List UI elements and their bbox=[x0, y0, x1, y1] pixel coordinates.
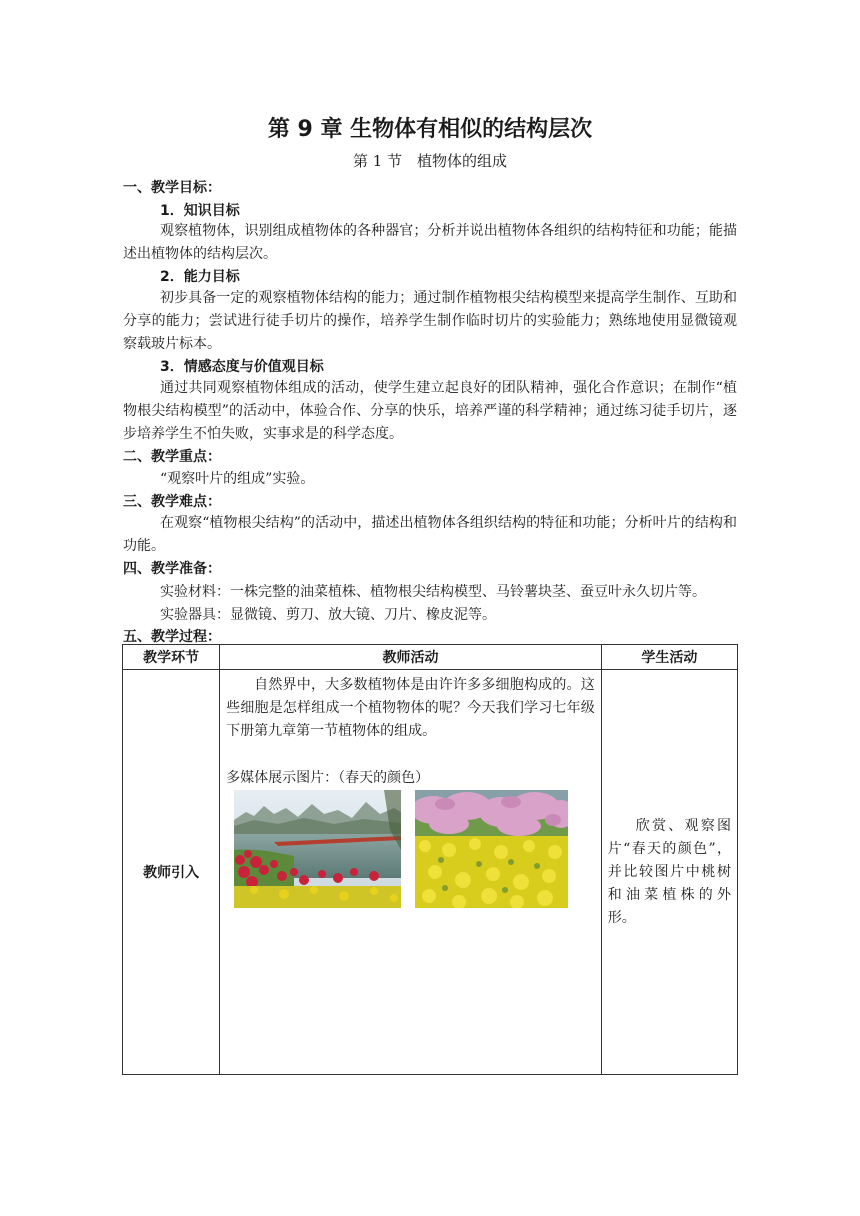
teacher-intro-text: 自然界中，大多数植物体是由许许多多细胞构成的。这些细胞是怎样组成一个植物物体的呢？今天我们学习七年级下册第九章第一节植物体的组成。 bbox=[226, 677, 595, 739]
prep-materials: 实验材料：一株完整的油菜植株、植物根尖结构模型、马铃薯块茎、蚕豆叶永久切片等。 bbox=[160, 584, 706, 600]
header-stage: 教学环节 bbox=[123, 645, 220, 670]
chapter-title: 第 9 章 生物体有相似的结构层次 bbox=[267, 117, 593, 142]
student-activity-cell bbox=[601, 670, 737, 1075]
ability-heading: 2．能力目标 bbox=[160, 269, 240, 285]
spring-lake-image bbox=[234, 790, 401, 908]
peach-rapeseed-image bbox=[415, 790, 568, 908]
emotion-text: 通过共同观察植物体组成的活动，使学生建立起良好的团队精神，强化合作意识；在制作“植物根尖结构模型”的活动中，体验合作、分享的快乐，培养严谨的科学精神；通过练习徒手切片，逐步培养学生不怕失败，实事求是的科学态度。 bbox=[123, 380, 737, 442]
knowledge-heading: 1．知识目标 bbox=[160, 203, 240, 219]
goals-heading: 一、教学目标： bbox=[123, 180, 221, 196]
emotion-heading: 3．情感态度与价值观目标 bbox=[160, 359, 324, 375]
table-header-row bbox=[123, 645, 738, 670]
stage-cell: 教师引入 bbox=[123, 670, 220, 1075]
knowledge-text: 观察植物体，识别组成植物体的各种器官；分析并说出植物体各组织的结构特征和功能；能描述出植物体的结构层次。 bbox=[123, 223, 737, 262]
ability-text: 初步具备一定的观察植物体结构的能力；通过制作植物根尖结构模型来提高学生制作、互助和分享的能力；尝试进行徒手切片的操作，培养学生制作临时切片的实验能力；熟练地使用显微镜观察载玻片标本。 bbox=[123, 290, 737, 352]
spring-lake-photo bbox=[234, 790, 401, 908]
student-activity-text: 欣赏、观察图片“春天的颜色”，并比较图片中桃树和油菜植株的外形。 bbox=[607, 817, 731, 926]
header-teacher: 教师活动 bbox=[220, 645, 602, 670]
header-student: 学生活动 bbox=[601, 645, 737, 670]
peach-rapeseed-photo bbox=[415, 790, 568, 908]
preparation-heading: 四、教学准备： bbox=[123, 561, 221, 577]
section-subtitle: 第 1 节 植物体的组成 bbox=[352, 152, 508, 170]
difficulty-heading: 三、教学难点： bbox=[123, 494, 221, 510]
key-points-text: “观察叶片的组成”实验。 bbox=[160, 471, 315, 487]
difficulty-text: 在观察“植物根尖结构”的活动中，描述出植物体各组织结构的特征和功能；分析叶片的结构和功能。 bbox=[123, 515, 737, 554]
prep-tools: 实验器具：显微镜、剪刀、放大镜、刀片、橡皮泥等。 bbox=[160, 607, 496, 623]
teacher-media-caption: 多媒体展示图片：（春天的颜色） bbox=[226, 770, 430, 786]
key-points-heading: 二、教学重点： bbox=[123, 449, 221, 465]
process-heading: 五、教学过程： bbox=[123, 629, 221, 645]
